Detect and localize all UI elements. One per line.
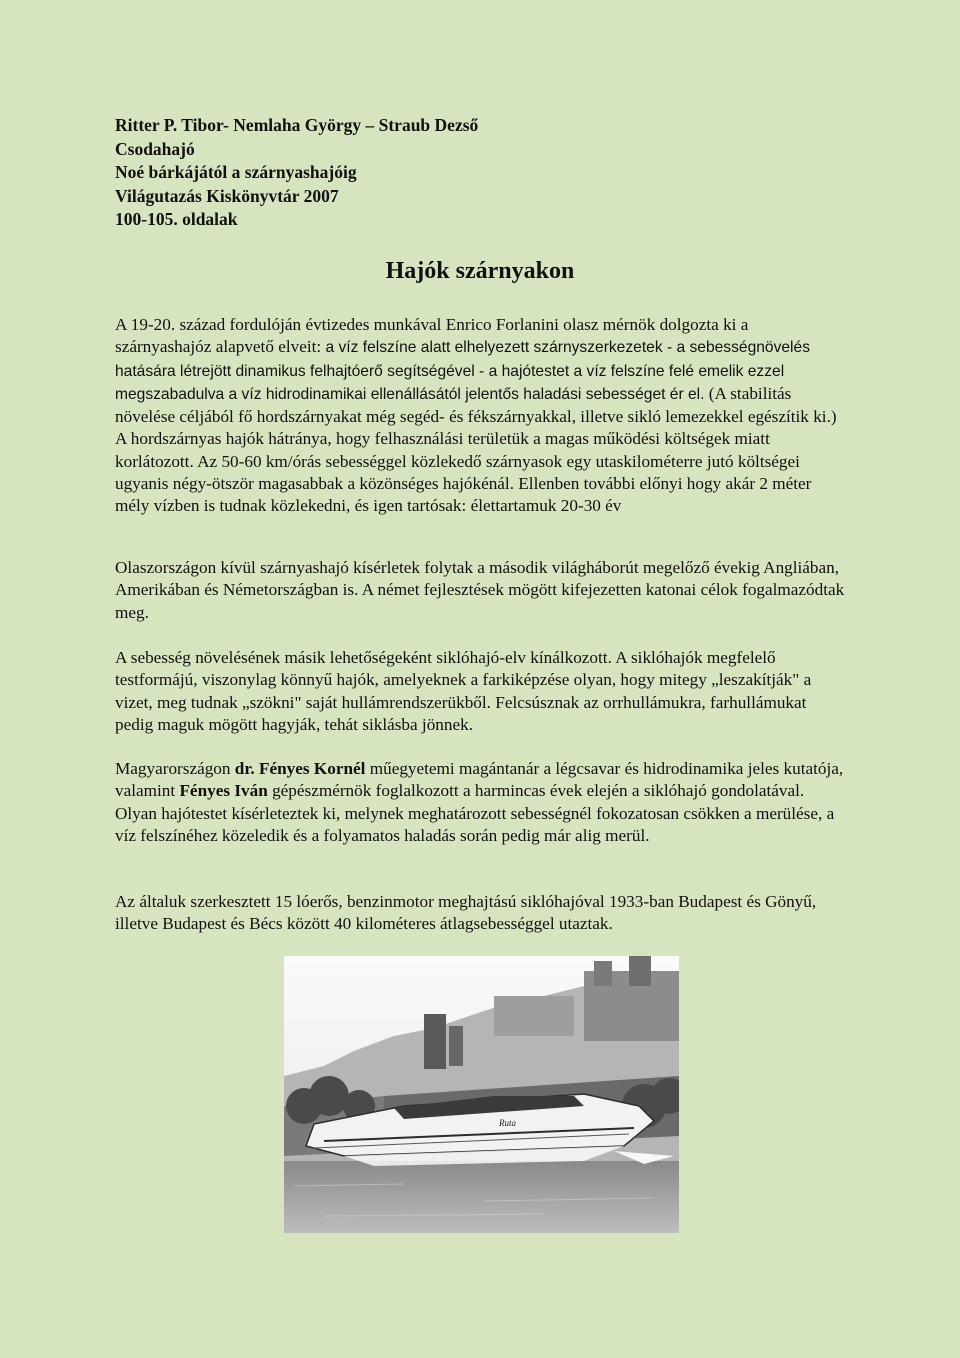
paragraph-text: (A stabilitás növelése céljából fő hordszárnyakat még segéd- és fékszárnyakkal, illetve sikló lemezekkel egészítik ki.) bbox=[115, 383, 837, 427]
paragraph-text: Magyarországon bbox=[115, 759, 235, 778]
authors: Ritter P. Tibor- Nemlaha György – Straub Dezső bbox=[115, 115, 479, 135]
paragraph-text: A hordszárnyas hajók hátránya, hogy felhasználási területük a magas működési költségek miatt korlátozott. Az 50-60 km/órás sebességgel közlekedő szárnyasok egy utaskilométerre jutó költségei ugyanis négy-ötször magasabbak a közönséges hajókénál. Ellenben további előnyi hogy akár 2 méter mély vízben is tudnak közlekedni, és igen tartósak: élettartamuk 20-30 év bbox=[115, 429, 812, 516]
book-subtitle: Noé bárkájától a szárnyashajóig bbox=[115, 162, 357, 182]
paragraph-text: gépészmérnök foglalkozott a harmincas évek elején a siklóhajó gondolatával. Olyan hajótestet kísérleteztek ki, melynek meghatározott sebességnél fokozatosan csökken a merülése, a víz felszínéhez közeledik és a folyamatos haladás során pedig már alig merül. bbox=[115, 781, 835, 845]
paragraph-journey: Az általuk szerkesztett 15 lóerős, benzinmotor meghajtású siklóhajóval 1933-ban Budapest és Gönyű, illetve Budapest és Bécs között 40 kilométeres átlagsebességgel utaztak. bbox=[115, 892, 817, 934]
paragraph-text: műegyetemi magántanár a légcsavar és hidrodinamika jeles kutatója, valamint bbox=[115, 759, 844, 801]
paragraph-planing-boat: A sebesség növelésének másik lehetőségeként siklóhajó-elv kínálkozott. A siklóhajók megfelelő testformájú, viszonylag könnyű hajók, amelyeknek a farkiképzése olyan, hogy mitegy „leszakítják" a vizet, meg tudnak „szökni" saját hullámrendszerükből. Felcsúsznak az orrhullámukra, farhullámukat pedig maguk mögött hagyják, tehát siklásba jönnek. bbox=[115, 648, 812, 734]
person-name: Fényes Iván bbox=[179, 781, 268, 801]
page-range: 100-105. oldalak bbox=[115, 209, 238, 229]
paragraph-text: A 19-20. század fordulóján évtizedes munkával Enrico Forlanini olasz mérnök dolgozta ki a szárnyashajóz alapvető elveit: bbox=[115, 315, 749, 357]
bibliography-block bbox=[115, 114, 478, 232]
paragraph-other-countries: Olaszországon kívül szárnyashajó kísérletek folytak a második világháborút megelőző évekig Angliában, Amerikában és Németországban is. A német fejlesztések mögött kifejezetten katonai célok fogalmazódtak meg. bbox=[115, 558, 845, 622]
hydrofoil-photo bbox=[284, 956, 679, 1233]
river-water bbox=[284, 1161, 679, 1233]
paragraph-forlanini bbox=[115, 314, 845, 518]
article-title: Hajók szárnyakon bbox=[385, 258, 575, 284]
book-title: Csodahajó bbox=[115, 138, 195, 159]
series: Világutazás Kiskönyvtár 2007 bbox=[115, 185, 339, 206]
paragraph-text-sans: a víz felszíne alatt elhelyezett szárnyszerkezetek - a sebességnövelés hatására létrejött dinamikus felhajtóerő segítségével - a hajótestet a víz felszíne felé emelik ezzel megszabadulva a víz hidrodinamikai ellenállásától jelentős haladási sebességet ér el. bbox=[115, 339, 810, 403]
paragraph-hungary bbox=[115, 758, 845, 847]
person-name: dr. Fényes Kornél bbox=[234, 759, 366, 778]
hull-lettering: Ruta bbox=[499, 1118, 516, 1128]
